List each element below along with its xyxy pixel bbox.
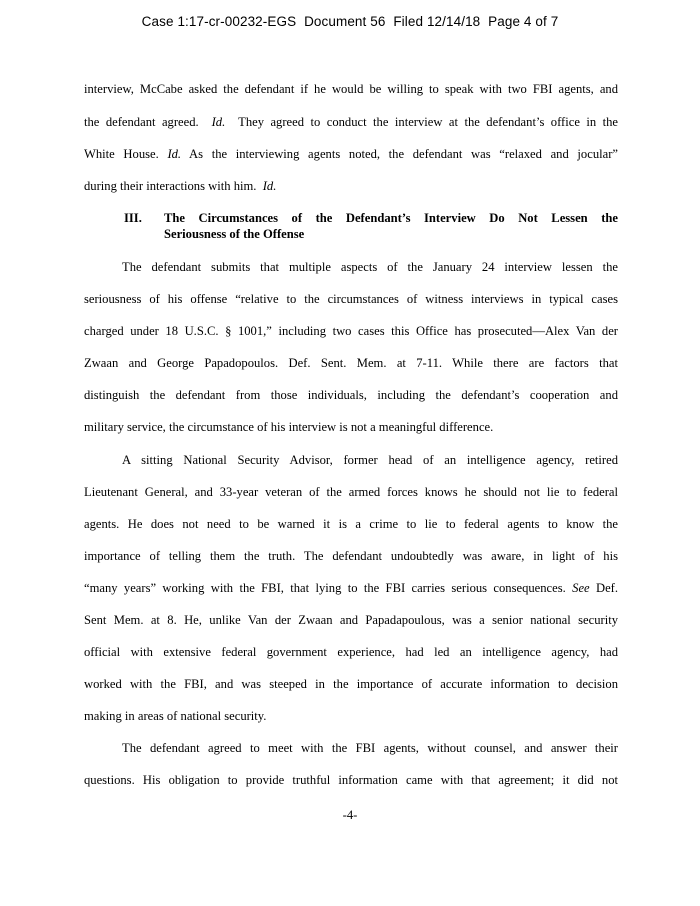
paragraph-line: Lieutenant General, and 33-year veteran of the armed forces knows he should not lie to federal xyxy=(84,485,618,499)
page-indicator: Page 4 of 7 xyxy=(488,14,559,29)
paragraph-line: questions. His obligation to provide truthful information came with that agreement; it did not xyxy=(84,773,618,787)
paragraph-line: the defendant agreed. Id. They agreed to conduct the interview at the defendant’s office in the xyxy=(84,115,619,129)
section-heading: The Circumstances of the Defendant’s Interview Do Not Lessen the Seriousness of the Offense xyxy=(164,211,618,241)
citation-id: Id. xyxy=(167,147,182,161)
filed-date: Filed 12/14/18 xyxy=(393,14,481,29)
paragraph-line: distinguish the defendant from those individuals, including the defendant’s cooperation and xyxy=(84,388,618,402)
paragraph-line: Zwaan and George Papadopoulos. Def. Sent. Mem. at 7-11. While there are factors that xyxy=(84,356,618,370)
paragraph-line: military service, the circumstance of his interview is not a meaningful difference. xyxy=(84,420,494,434)
paragraph-line: seriousness of his offense “relative to the circumstances of witness interviews in typical cases xyxy=(84,292,618,306)
page-number: -4- xyxy=(342,808,358,822)
citation-id: Id. xyxy=(211,115,226,129)
paragraph-line: making in areas of national security. xyxy=(84,709,267,723)
paragraph-line: charged under 18 U.S.C. § 1001,” including two cases this Office has prosecuted—Alex Van der xyxy=(84,324,618,338)
paragraph-line: interview, McCabe asked the defendant if he would be willing to speak with two FBI agents, and xyxy=(84,82,618,96)
paragraph-line: agents. He does not need to be warned it is a crime to lie to federal agents to know the xyxy=(84,517,618,531)
paragraph-line: importance of telling them the truth. The defendant undoubtedly was aware, in light of his xyxy=(84,549,618,563)
paragraph-line: “many years” working with the FBI, that lying to the FBI carries serious consequences. See Def. xyxy=(84,581,618,595)
paragraph-line: White House. Id. As the interviewing agents noted, the defendant was “relaxed and jocular” xyxy=(84,147,618,161)
paragraph-line: worked with the FBI, and was steeped in the importance of accurate information to decision xyxy=(84,677,618,691)
paragraph-line: official with extensive federal government experience, had led an intelligence agency, had xyxy=(84,645,618,659)
paragraph-line: A sitting National Security Advisor, former head of an intelligence agency, retired xyxy=(122,453,618,467)
paragraph-line: during their interactions with him. Id. xyxy=(84,179,277,193)
citation-see: See xyxy=(572,581,590,595)
document-number: Document 56 xyxy=(304,14,386,29)
case-header xyxy=(0,14,700,29)
section-number: III. xyxy=(124,211,142,225)
paragraph-line: The defendant agreed to meet with the FBI agents, without counsel, and answer their xyxy=(122,741,618,755)
paragraph-line: The defendant submits that multiple aspects of the January 24 interview lessen the xyxy=(122,260,618,274)
paragraph-line: Sent Mem. at 8. He, unlike Van der Zwaan and Papadapoulous, was a senior national security xyxy=(84,613,618,627)
case-number: Case 1:17-cr-00232-EGS xyxy=(141,14,297,29)
citation-id: Id. xyxy=(262,179,277,193)
